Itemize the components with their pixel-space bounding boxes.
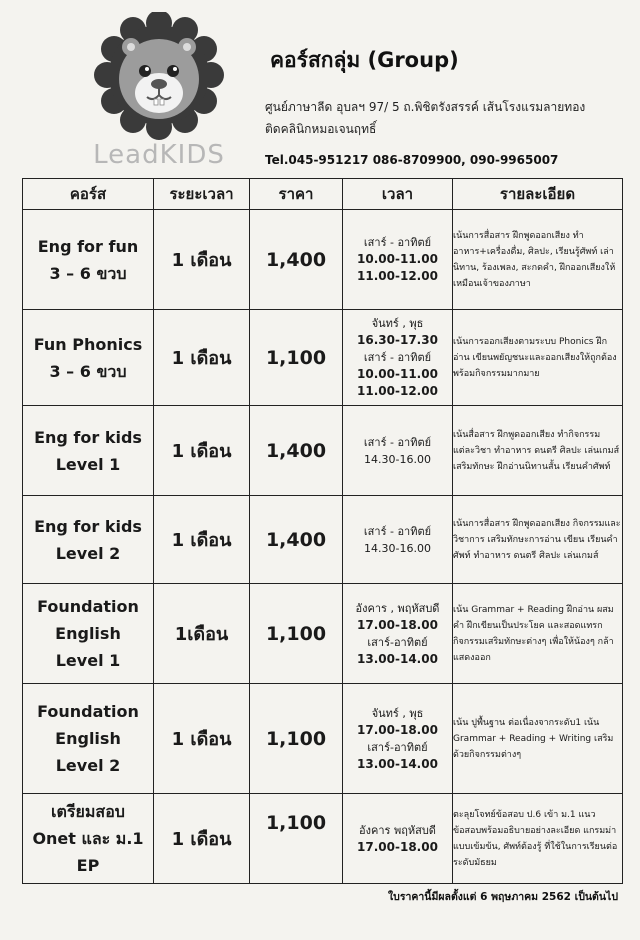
schedule-line: 16.30-17.30 [357,333,438,347]
course-name-cell [23,684,154,794]
table-header-row [23,179,623,210]
detail-cell: เน้น ปูพื้นฐาน ต่อเนื่องจากระดับ1 เน้น Grammar + Reading + Writing เสริมด้วยกิจกรรมต่างๆ [453,684,623,794]
price-cell: 1,100 [250,310,343,406]
schedule-line: 14.30-16.00 [364,541,431,555]
price-cell: 1,100 [250,584,343,684]
schedule-line: 11.00-12.00 [357,269,438,283]
schedule-cell [343,406,453,496]
table-row [23,584,623,684]
course-name-line: Level 1 [55,454,121,474]
schedule-cell [343,496,453,584]
course-name-line: English [55,624,121,643]
detail-cell: เน้นสื่อสาร ฝึกพูดออกเสียง ทำกิจกรรมแต่ละวิชา ทำอาหาร ดนตรี ศิลปะ เล่นเกมส์เสริมทักษะ ฝึกอ่านนิทานสั้น เรียนคำศัพท์ [453,406,623,496]
schedule-line: 17.00-18.00 [357,839,438,854]
footer-note: ใบราคานี้มีผลตั้งแต่ 6 พฤษภาคม 2562 เป็นต้นไป [388,891,618,903]
schedule-line: จันทร์ , พุธ [371,317,424,330]
detail-cell: เน้นการสื่อสาร ฝึกพูดออกเสียง กิจกรรมและวิชาการ เสริมทักษะการอ่าน เขียน เรียนคำศัพท์ ทำอาหาร ดนตรี ศิลปะ เล่นเกมส์ [453,496,623,584]
schedule-line: เสาร์ - อาทิตย์ [363,435,432,449]
schedule-line: เสาร์-อาทิตย์ [367,635,428,649]
course-name-line: Fun Phonics [33,334,143,354]
course-name-line: EP [76,856,100,875]
table-row [23,794,623,884]
course-name-line: Foundation [37,597,139,616]
address-line-1: ศูนย์ภาษาลีด อุบลฯ 97/ 5 ถ.พิชิตรังสรรค์ เส้นโรงแรมลายทอง [265,100,586,114]
duration-cell: 1เดือน [154,584,250,684]
price-cell: 1,400 [250,210,343,310]
course-name-line: Eng for kids [34,516,142,536]
schedule-cell [343,584,453,684]
schedule-line: เสาร์-อาทิตย์ [367,740,428,754]
course-name-line: English [55,729,121,748]
duration-cell: 1 เดือน [154,310,250,406]
header-detail: รายละเอียด [453,179,623,210]
course-name-cell [23,310,154,406]
duration-cell: 1 เดือน [154,794,250,884]
course-name-line: Eng for fun [37,236,139,256]
course-table [22,178,623,884]
course-name-line: 3 – 6 ขวบ [49,361,127,381]
schedule-line: 17.00-18.00 [357,722,438,737]
address-line-2: ติดคลินิกหมอเจนฤทธิ์ [265,122,377,136]
detail-cell: ตะลุยโจทย์ข้อสอบ ป.6 เข้า ม.1 แนวข้อสอบพร้อมอธิบายอย่างละเอียด แกรมม่าแบบเข้มข้น, ศัพท์ต้องรู้ ที่ใช้ในการเรียนต่อระดับมัธยม [453,794,623,884]
schedule-cell [343,684,453,794]
duration-cell: 1 เดือน [154,406,250,496]
page-title: คอร์สกลุ่ม (Group) [270,48,459,72]
course-name-line: 3 – 6 ขวบ [49,263,127,283]
price-cell: 1,400 [250,496,343,584]
schedule-line: 13.00-14.00 [357,756,438,771]
course-name-line: Level 2 [55,543,121,563]
schedule-cell [343,794,453,884]
table-row [23,496,623,584]
detail-cell: เน้นการสื่อสาร ฝึกพูดออกเสียง ทำอาหาร+เครื่องดื่ม, ศิลปะ, เรียนรู้ศัพท์ เล่านิทาน, ร้องเพลง, สะกดคำ, ฝึกออกเสียงให้เหมือนเจ้าของภาษา [453,210,623,310]
schedule-line: 13.00-14.00 [357,651,438,666]
table-row [23,310,623,406]
course-name-cell [23,406,154,496]
lion-logo-icon [84,12,234,142]
schedule-line: จันทร์ , พุธ [371,706,424,720]
schedule-line: 14.30-16.00 [364,452,431,466]
price-cell: 1,100 [250,684,343,794]
course-name-line: เตรียมสอบ [51,802,125,821]
schedule-line: 10.00-11.00 [357,252,438,266]
schedule-cell [343,210,453,310]
logo-text: LeadKIDS [93,140,225,170]
course-name-line: Level 1 [55,651,121,670]
schedule-cell [343,310,453,406]
schedule-line: เสาร์ - อาทิตย์ [363,236,432,249]
schedule-line: เสาร์ - อาทิตย์ [363,524,432,538]
logo [84,12,234,172]
course-name-cell [23,210,154,310]
table-row [23,406,623,496]
detail-cell: เน้น Grammar + Reading ฝึกอ่าน ผสมคำ ฝึกเขียนเป็นประโยค และสอดแทรกกิจกรรมเสริมทักษะต่างๆ เพื่อให้น้องๆ กล้าแสดงออก [453,584,623,684]
table-row [23,210,623,310]
schedule-line: อังคาร , พฤหัสบดี [355,601,440,615]
duration-cell: 1 เดือน [154,684,250,794]
telephone: Tel.045-951217 086-8709900, 090-9965007 [265,153,559,167]
course-name-cell [23,584,154,684]
duration-cell: 1 เดือน [154,496,250,584]
duration-cell: 1 เดือน [154,210,250,310]
course-name-cell [23,496,154,584]
schedule-line: อังคาร พฤหัสบดี [359,823,436,837]
course-name-line: Foundation [37,702,139,721]
table-row [23,684,623,794]
schedule-line: 10.00-11.00 [357,367,438,381]
price-cell: 1,100 [250,794,343,884]
course-name-cell [23,794,154,884]
header-price: ราคา [250,179,343,210]
header-time: เวลา [343,179,453,210]
schedule-line: 11.00-12.00 [357,384,438,398]
course-name-line: Level 2 [55,756,121,775]
schedule-line: เสาร์ - อาทิตย์ [363,351,432,364]
detail-cell: เน้นการออกเสียงตามระบบ Phonics ฝึกอ่าน เขียนพยัญชนะและออกเสียงให้ถูกต้อง พร้อมกิจกรรมมากมาย [453,310,623,406]
schedule-line: 17.00-18.00 [357,617,438,632]
header-duration: ระยะเวลา [154,179,250,210]
course-name-line: Onet และ ม.1 [32,829,144,848]
course-name-line: Eng for kids [34,427,142,447]
price-cell: 1,400 [250,406,343,496]
header-course: คอร์ส [23,179,154,210]
